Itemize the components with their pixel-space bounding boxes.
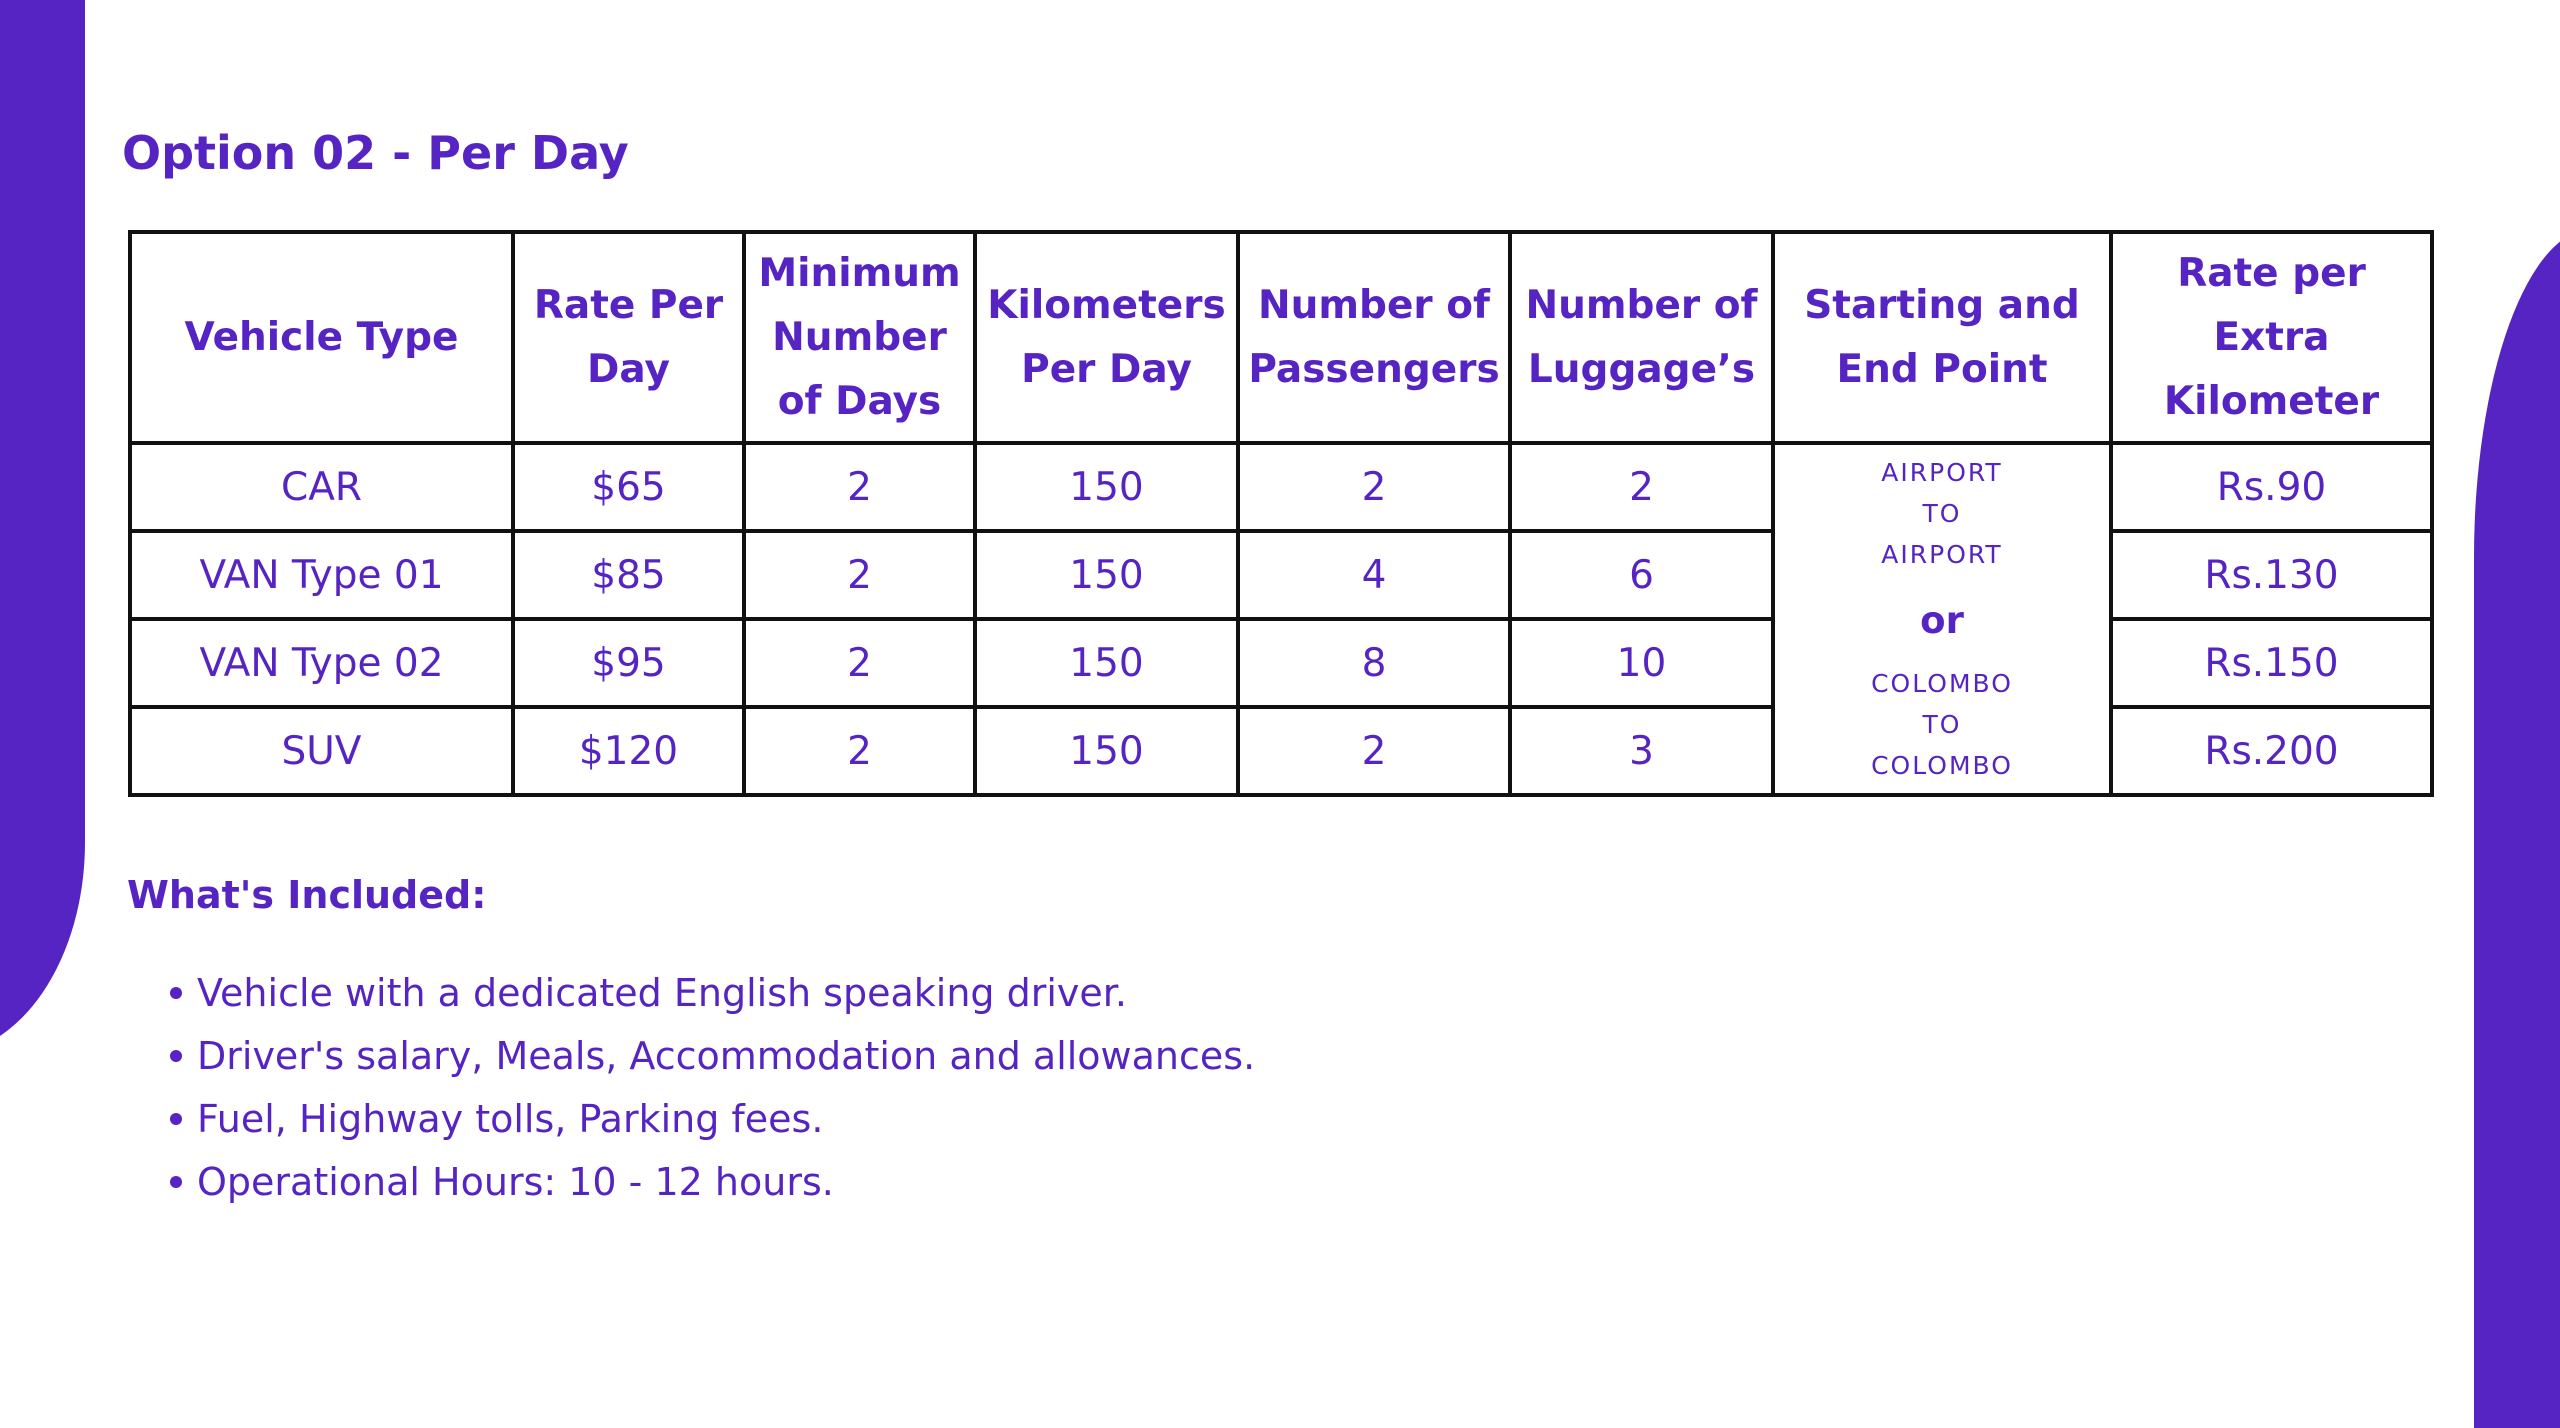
right-decorative-shape	[2474, 228, 2560, 1428]
cell-extra-km: Rs.150	[2111, 619, 2432, 707]
header-luggage: Number of Luggage’s	[1510, 232, 1773, 443]
cell-route	[1773, 443, 2111, 795]
cell-min-days: 2	[744, 531, 975, 619]
bullet-icon	[170, 1050, 182, 1062]
cell-luggage: 3	[1510, 707, 1773, 795]
cell-km: 150	[975, 707, 1238, 795]
cell-km: 150	[975, 619, 1238, 707]
cell-extra-km: Rs.200	[2111, 707, 2432, 795]
bullet-icon	[170, 1176, 182, 1188]
route-line: COLOMBO	[1871, 669, 2013, 698]
cell-vehicle: CAR	[130, 443, 513, 531]
cell-vehicle: VAN Type 02	[130, 619, 513, 707]
list-item	[165, 1088, 1255, 1151]
header-vehicle-type: Vehicle Type	[130, 232, 513, 443]
cell-km: 150	[975, 531, 1238, 619]
list-item-text: Operational Hours: 10 - 12 hours.	[197, 1160, 834, 1204]
cell-rate: $95	[513, 619, 744, 707]
route-line: AIRPORT	[1881, 458, 2003, 487]
cell-luggage: 10	[1510, 619, 1773, 707]
cell-passengers: 2	[1238, 707, 1510, 795]
list-item-text: Vehicle with a dedicated English speaking driver.	[197, 971, 1127, 1015]
header-extra-km-rate: Rate per Extra Kilometer	[2111, 232, 2432, 443]
cell-min-days: 2	[744, 619, 975, 707]
list-item-text: Fuel, Highway tolls, Parking fees.	[197, 1097, 824, 1141]
cell-km: 150	[975, 443, 1238, 531]
table-row	[130, 443, 2432, 531]
cell-vehicle: SUV	[130, 707, 513, 795]
cell-min-days: 2	[744, 443, 975, 531]
page-title: Option 02 - Per Day	[122, 126, 629, 180]
cell-vehicle: VAN Type 01	[130, 531, 513, 619]
header-rate-per-day: Rate Per Day	[513, 232, 744, 443]
list-item	[165, 1151, 1255, 1214]
list-item	[165, 1025, 1255, 1088]
included-heading: What's Included:	[127, 873, 487, 917]
cell-extra-km: Rs.130	[2111, 531, 2432, 619]
cell-luggage: 6	[1510, 531, 1773, 619]
cell-passengers: 2	[1238, 443, 1510, 531]
header-kilometers-per-day: Kilometers Per Day	[975, 232, 1238, 443]
header-passengers: Number of Passengers	[1238, 232, 1510, 443]
route-line: TO	[1922, 710, 1962, 739]
header-minimum-days: Minimum Number of Days	[744, 232, 975, 443]
rates-table	[128, 230, 2434, 797]
bullet-icon	[170, 1113, 182, 1125]
route-line: TO	[1922, 499, 1962, 528]
cell-luggage: 2	[1510, 443, 1773, 531]
cell-rate: $85	[513, 531, 744, 619]
route-line: AIRPORT	[1881, 540, 2003, 569]
cell-passengers: 8	[1238, 619, 1510, 707]
cell-rate: $65	[513, 443, 744, 531]
cell-min-days: 2	[744, 707, 975, 795]
left-decorative-shape	[0, 0, 85, 1055]
table-header-row	[130, 232, 2432, 443]
route-or: or	[1920, 599, 1964, 642]
header-start-end-point: Starting and End Point	[1773, 232, 2111, 443]
cell-passengers: 4	[1238, 531, 1510, 619]
cell-rate: $120	[513, 707, 744, 795]
route-line: COLOMBO	[1871, 751, 2013, 780]
included-list	[165, 962, 1255, 1214]
cell-extra-km: Rs.90	[2111, 443, 2432, 531]
bullet-icon	[170, 987, 182, 999]
list-item-text: Driver's salary, Meals, Accommodation and allowances.	[197, 1034, 1256, 1078]
list-item	[165, 962, 1255, 1025]
